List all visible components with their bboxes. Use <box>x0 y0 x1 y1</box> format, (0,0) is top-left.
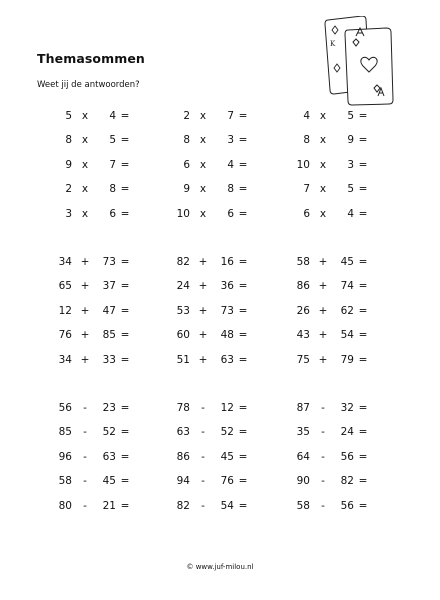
first-operand: 94 <box>176 475 190 488</box>
operator: + <box>80 329 90 342</box>
first-operand: 8 <box>65 134 72 147</box>
operator: - <box>201 450 205 463</box>
second-operand: 73 <box>102 256 116 268</box>
operator: x <box>319 183 327 196</box>
equals-sign: = <box>358 110 368 122</box>
operator: + <box>318 280 328 293</box>
equals-sign: = <box>358 450 368 463</box>
second-operand: 23 <box>102 402 116 414</box>
operator: - <box>83 450 87 463</box>
equals-sign: = <box>358 158 368 171</box>
second-operand: 7 <box>227 110 234 122</box>
first-operand: 75 <box>296 353 310 366</box>
second-operand: 6 <box>227 207 234 220</box>
second-operand: 8 <box>227 183 234 196</box>
first-operand: 56 <box>58 402 72 414</box>
second-operand: 33 <box>102 353 116 366</box>
second-operand: 45 <box>340 256 354 268</box>
second-operand: 5 <box>347 110 354 122</box>
equals-sign: = <box>120 183 130 196</box>
operator: - <box>321 450 325 463</box>
second-operand: 3 <box>347 158 354 171</box>
operator: + <box>198 304 208 317</box>
equals-sign: = <box>358 304 368 317</box>
operator: - <box>201 426 205 439</box>
first-operand: 53 <box>176 304 190 317</box>
equals-sign: = <box>120 426 130 439</box>
operator: x <box>81 158 89 171</box>
second-operand: 85 <box>102 329 116 342</box>
operator: + <box>318 353 328 366</box>
second-operand: 32 <box>340 402 354 414</box>
copyright-footer: © www.juf-milou.nl <box>186 563 254 571</box>
operator: + <box>80 304 90 317</box>
operator: + <box>198 329 208 342</box>
second-operand: 16 <box>220 256 234 268</box>
second-operand: 12 <box>220 402 234 414</box>
operator: + <box>80 256 90 268</box>
operator: + <box>318 329 328 342</box>
equals-sign: = <box>120 256 130 268</box>
equals-sign: = <box>120 450 130 463</box>
first-operand: 10 <box>296 158 310 171</box>
operator: + <box>198 256 208 268</box>
equals-sign: = <box>120 134 130 147</box>
equals-sign: = <box>358 256 368 268</box>
first-operand: 58 <box>296 499 310 512</box>
second-operand: 4 <box>109 110 116 122</box>
equals-sign: = <box>238 304 248 317</box>
first-operand: 64 <box>296 450 310 463</box>
first-operand: 9 <box>183 183 190 196</box>
second-operand: 54 <box>220 499 234 512</box>
operator: x <box>319 110 327 122</box>
equals-sign: = <box>238 183 248 196</box>
operator: - <box>83 499 87 512</box>
first-operand: 12 <box>58 304 72 317</box>
operator: x <box>319 158 327 171</box>
equals-sign: = <box>238 207 248 220</box>
equals-sign: = <box>358 499 368 512</box>
operator: x <box>81 110 89 122</box>
second-operand: 5 <box>109 134 116 147</box>
second-operand: 52 <box>220 426 234 439</box>
second-operand: 8 <box>109 183 116 196</box>
second-operand: 63 <box>102 450 116 463</box>
equals-sign: = <box>358 280 368 293</box>
first-operand: 2 <box>65 183 72 196</box>
equals-sign: = <box>120 158 130 171</box>
equals-sign: = <box>238 256 248 268</box>
equals-sign: = <box>120 329 130 342</box>
first-operand: 58 <box>58 475 72 488</box>
second-operand: 82 <box>340 475 354 488</box>
operator: - <box>83 426 87 439</box>
equals-sign: = <box>120 499 130 512</box>
first-operand: 35 <box>296 426 310 439</box>
equals-sign: = <box>120 110 130 122</box>
first-operand: 43 <box>296 329 310 342</box>
equals-sign: = <box>238 110 248 122</box>
svg-text:K: K <box>330 40 336 48</box>
equals-sign: = <box>358 183 368 196</box>
second-operand: 24 <box>340 426 354 439</box>
first-operand: 3 <box>65 207 72 220</box>
first-operand: 51 <box>176 353 190 366</box>
second-operand: 48 <box>220 329 234 342</box>
operator: x <box>199 158 207 171</box>
second-operand: 21 <box>102 499 116 512</box>
operator: + <box>80 353 90 366</box>
operator: x <box>199 207 207 220</box>
first-operand: 87 <box>296 402 310 414</box>
second-operand: 76 <box>220 475 234 488</box>
equals-sign: = <box>238 280 248 293</box>
first-operand: 26 <box>296 304 310 317</box>
operator: x <box>199 110 207 122</box>
first-operand: 6 <box>303 207 310 220</box>
first-operand: 7 <box>303 183 310 196</box>
first-operand: 34 <box>58 353 72 366</box>
operator: x <box>81 207 89 220</box>
second-operand: 3 <box>227 134 234 147</box>
operator: + <box>198 353 208 366</box>
operator: - <box>201 402 205 414</box>
equals-sign: = <box>358 134 368 147</box>
equals-sign: = <box>120 280 130 293</box>
second-operand: 36 <box>220 280 234 293</box>
second-operand: 54 <box>340 329 354 342</box>
equals-sign: = <box>238 353 248 366</box>
second-operand: 74 <box>340 280 354 293</box>
equals-sign: = <box>120 402 130 414</box>
second-operand: 56 <box>340 450 354 463</box>
equals-sign: = <box>358 402 368 414</box>
first-operand: 78 <box>176 402 190 414</box>
second-operand: 4 <box>347 207 354 220</box>
equals-sign: = <box>358 207 368 220</box>
equals-sign: = <box>238 499 248 512</box>
equals-sign: = <box>120 207 130 220</box>
first-operand: 96 <box>58 450 72 463</box>
second-operand: 62 <box>340 304 354 317</box>
operator: x <box>81 134 89 147</box>
first-operand: 90 <box>296 475 310 488</box>
first-operand: 9 <box>65 158 72 171</box>
first-operand: 82 <box>176 499 190 512</box>
second-operand: 73 <box>220 304 234 317</box>
equals-sign: = <box>358 353 368 366</box>
second-operand: 47 <box>102 304 116 317</box>
page-title: Themasommen <box>37 51 145 66</box>
first-operand: 5 <box>65 110 72 122</box>
operator: - <box>201 499 205 512</box>
second-operand: 5 <box>347 183 354 196</box>
equals-sign: = <box>120 353 130 366</box>
equals-sign: = <box>238 329 248 342</box>
operator: - <box>321 499 325 512</box>
operator: + <box>318 304 328 317</box>
operator: x <box>319 207 327 220</box>
first-operand: 85 <box>58 426 72 439</box>
operator: - <box>83 402 87 414</box>
second-operand: 52 <box>102 426 116 439</box>
operator: x <box>199 183 207 196</box>
second-operand: 4 <box>227 158 234 171</box>
first-operand: 86 <box>296 280 310 293</box>
operator: + <box>80 280 90 293</box>
operator: - <box>83 475 87 488</box>
operator: + <box>198 280 208 293</box>
equals-sign: = <box>238 134 248 147</box>
first-operand: 8 <box>183 134 190 147</box>
operator: - <box>321 426 325 439</box>
first-operand: 34 <box>58 256 72 268</box>
second-operand: 45 <box>220 450 234 463</box>
equals-sign: = <box>238 426 248 439</box>
operator: - <box>201 475 205 488</box>
operator: - <box>321 475 325 488</box>
first-operand: 63 <box>176 426 190 439</box>
first-operand: 65 <box>58 280 72 293</box>
equals-sign: = <box>238 158 248 171</box>
second-operand: 37 <box>102 280 116 293</box>
first-operand: 24 <box>176 280 190 293</box>
second-operand: 9 <box>347 134 354 147</box>
first-operand: 4 <box>303 110 310 122</box>
equals-sign: = <box>358 329 368 342</box>
first-operand: 82 <box>176 256 190 268</box>
operator: - <box>321 402 325 414</box>
first-operand: 58 <box>296 256 310 268</box>
operator: x <box>81 183 89 196</box>
operator: + <box>318 256 328 268</box>
first-operand: 80 <box>58 499 72 512</box>
equals-sign: = <box>238 450 248 463</box>
operator: x <box>319 134 327 147</box>
first-operand: 76 <box>58 329 72 342</box>
equals-sign: = <box>238 402 248 414</box>
equals-sign: = <box>358 475 368 488</box>
second-operand: 7 <box>109 158 116 171</box>
operator: x <box>199 134 207 147</box>
second-operand: 56 <box>340 499 354 512</box>
first-operand: 60 <box>176 329 190 342</box>
first-operand: 6 <box>183 158 190 171</box>
instruction-text: Weet jij de antwoorden? <box>37 80 140 90</box>
equals-sign: = <box>120 304 130 317</box>
first-operand: 8 <box>303 134 310 147</box>
first-operand: 10 <box>176 207 190 220</box>
equals-sign: = <box>358 426 368 439</box>
first-operand: 86 <box>176 450 190 463</box>
second-operand: 79 <box>340 353 354 366</box>
equals-sign: = <box>120 475 130 488</box>
equals-sign: = <box>238 475 248 488</box>
second-operand: 63 <box>220 353 234 366</box>
second-operand: 6 <box>109 207 116 220</box>
first-operand: 2 <box>183 110 190 122</box>
second-operand: 45 <box>102 475 116 488</box>
